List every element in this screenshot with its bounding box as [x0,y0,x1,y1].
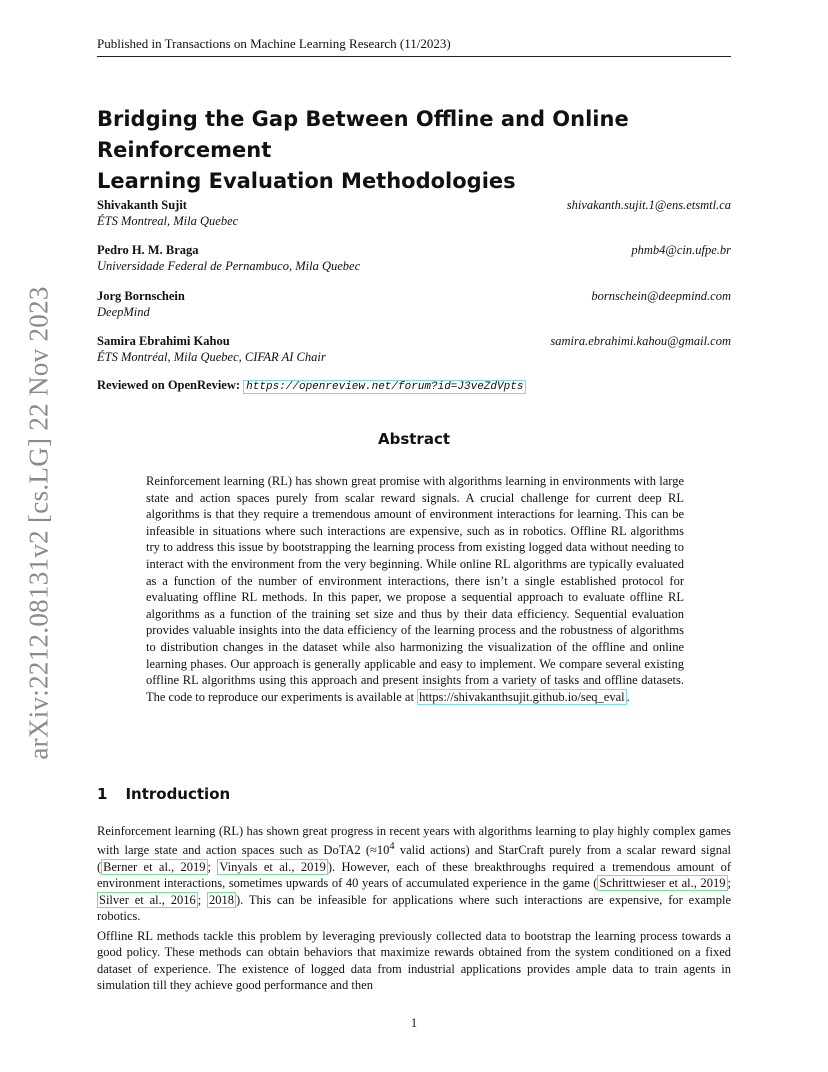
citation-link[interactable] [217,859,328,875]
author-name: Shivakanth Sujit [97,198,187,212]
citation-link[interactable] [97,892,198,908]
author-affiliation: ÉTS Montreal, Mila Quebec [97,214,239,228]
citation-year: 2016 [170,892,196,907]
title-line-2: Learning Evaluation Methodologies [97,169,516,193]
title-line-1: Bridging the Gap Between Offline and Online Reinforcement [97,107,629,162]
citation-authors: Silver et al. [99,892,162,907]
separator: , [161,892,171,907]
section-number: 1 [97,785,108,803]
author-block [97,243,731,274]
text-span: ). However, each of these breakthroughs required a tremendous amount of environment interactions, sometimes upwards of 40 years of accumulated experience in the game ( [97,859,731,891]
author-affiliation: Universidade Federal de Pernambuco, Mila Quebec [97,259,361,273]
author-affiliation: ÉTS Montréal, Mila Quebec, CIFAR AI Chair [97,350,326,364]
code-link[interactable]: https://shivakanthsujit.github.io/seq_eval [419,689,625,704]
citation-authors: Schrittwieser et al. [599,876,694,891]
text-span: Reinforcement learning (RL) has shown great progress in recent years with algorithms learning to play highly complex games with large state and action spaces such as DoTA2 (≈10 [97,824,731,858]
citation-authors: Vinyals et al. [219,859,292,874]
citation-year: 2019 [180,859,206,874]
separator: , [291,859,301,874]
text-span: ). This can be infeasible for applications where such interactions are expensive, for example robotics. [97,892,731,924]
separator: ; [207,859,218,874]
author-block [97,198,731,229]
abstract-text: Reinforcement learning (RL) has shown great promise with algorithms learning in environments with large state and action spaces purely from scalar reward signals. A crucial challenge for current deep RL algorithms is that they require a tremendous amount of environment interactions for learning. This can be infeasible in situations where such interactions are expensive, such as in robotics. Offline RL algorithms try to address this issue by bootstrapping the learning process from existing logged data without needing to interact with the environment from the very beginning. While online RL algorithms are typically evaluated as a function of the number of environment interactions, there isn’t a single established protocol for evaluating offline RL methods. In this paper, we propose a sequential approach to evaluate offline RL algorithms as a function of the training set size and thus by their data efficiency. Sequential evaluation provides valuable insights into the data efficiency of the learning process and the robustness of algorithms to distribution changes in the dataset while also harmonizing the visualization of the offline and online learning phases. Our approach is generally applicable and easy to implement. We compare several existing offline RL algorithms using this approach and present insights from a variety of tasks and offline datasets. The code to reproduce our experiments is available at [146,474,684,704]
citation-authors: Berner et al. [103,859,172,874]
abstract-heading: Abstract [377,430,451,448]
separator: , [171,859,181,874]
abstract-end: . [626,689,630,704]
arxiv-sidebar [22,285,56,760]
author-name: Samira Ebrahimi Kahou [97,334,230,348]
author-email: shivakanth.sujit.1@ens.etsmtl.ca [566,198,731,212]
page-number: 1 [410,1016,418,1030]
author-email: phmb4@cin.ufpe.br [631,243,731,257]
abstract-body [146,473,684,705]
separator: , [693,876,701,891]
citation-link[interactable] [101,859,207,875]
citation-year: 2019 [700,876,726,891]
text-span: valid actions) and StarCraft purely from a scalar reward signal ( [97,843,731,874]
author-name: Jorg Bornschein [97,289,185,303]
section-heading [97,785,230,803]
openreview-link[interactable]: https://openreview.net/forum?id=J3veZdVpts [243,380,526,394]
author-block [97,334,731,365]
section-title: Introduction [125,785,231,803]
review-label: Reviewed on OpenReview: [97,378,241,392]
citation-year: 2019 [300,859,326,874]
citation-link[interactable]: 2018 [209,892,235,907]
author-name: Pedro H. M. Braga [97,243,199,257]
intro-paragraph-2: Offline RL methods tackle this problem by leveraging previously collected data to bootstrap the learning process towards a good policy. These methods can obtain behaviors that maximize rewards obtained from the system conditioned on a fixed dataset of experience. The existence of logged data from industrial applications provides ample data to train agents in simulation till they achieve good performance and then [97,929,731,993]
author-affiliation: DeepMind [97,305,150,319]
superscript: 4 [389,841,395,853]
author-email: samira.ebrahimi.kahou@gmail.com [550,334,731,348]
review-line [97,378,526,393]
author-block [97,289,731,320]
intro-paragraph-1 [97,823,731,925]
author-email: bornschein@deepmind.com [591,289,731,303]
journal-header: Published in Transactions on Machine Learning Research (11/2023) [97,36,731,57]
separator: ; [197,892,208,907]
arxiv-identifier: arXiv:2212.08131v2 [cs.LG] 22 Nov 2023 [23,285,54,760]
separator: ; [727,876,731,891]
citation-link[interactable] [597,875,727,891]
paper-title [97,104,747,197]
